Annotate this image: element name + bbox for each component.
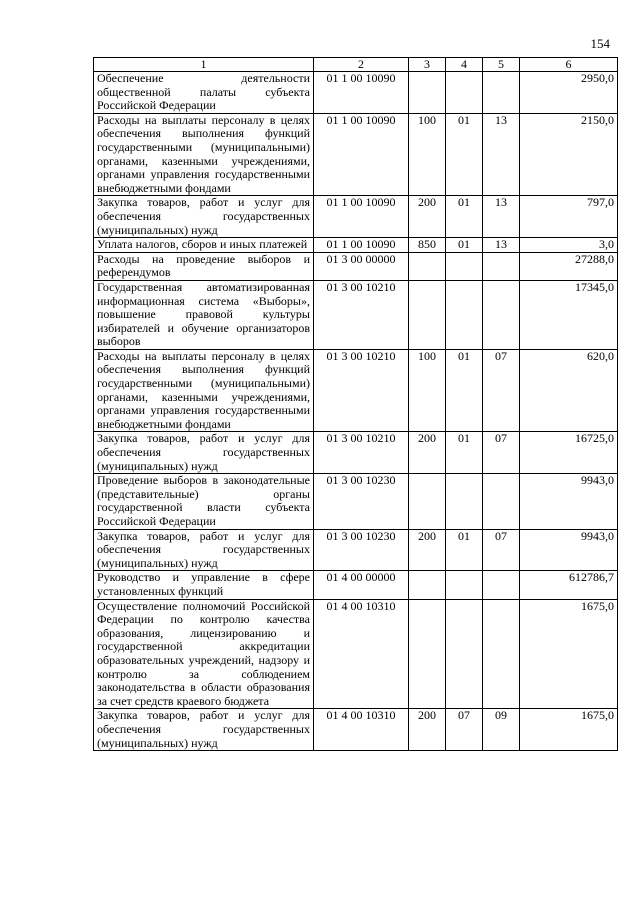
row-amount-cell: 797,0	[520, 196, 618, 238]
row-pr-cell: 13	[483, 196, 520, 238]
row-code-cell: 01 1 00 10090	[314, 238, 409, 253]
row-code-cell: 01 1 00 10090	[314, 72, 409, 114]
row-rz-cell: 01	[446, 196, 483, 238]
row-rz-cell	[446, 280, 483, 349]
table-row	[94, 280, 618, 349]
table-row	[94, 432, 618, 474]
row-amount-cell: 620,0	[520, 349, 618, 432]
row-vr-cell: 850	[409, 238, 446, 253]
row-name-cell: Закупка товаров, работ и услуг для обеспечения государственных (муниципальных) нужд	[94, 432, 314, 474]
table-row	[94, 349, 618, 432]
row-name-cell: Закупка товаров, работ и услуг для обеспечения государственных (муниципальных) нужд	[94, 709, 314, 751]
row-amount-cell: 2150,0	[520, 113, 618, 196]
row-rz-cell: 01	[446, 529, 483, 571]
row-name-cell: Обеспечение деятельности общественной палаты субъекта Российской Федерации	[94, 72, 314, 114]
row-amount-cell: 17345,0	[520, 280, 618, 349]
row-rz-cell: 07	[446, 709, 483, 751]
row-name-cell: Закупка товаров, работ и услуг для обеспечения государственных (муниципальных) нужд	[94, 196, 314, 238]
column-header-rz: 4	[446, 58, 483, 72]
row-vr-cell	[409, 72, 446, 114]
row-pr-cell	[483, 280, 520, 349]
table-row	[94, 72, 618, 114]
row-rz-cell: 01	[446, 113, 483, 196]
row-rz-cell	[446, 571, 483, 599]
row-name-cell: Проведение выборов в законодательные (представительные) органы государственной власти субъекта Российской Федерации	[94, 474, 314, 529]
row-amount-cell: 1675,0	[520, 709, 618, 751]
row-vr-cell	[409, 280, 446, 349]
row-vr-cell: 100	[409, 349, 446, 432]
row-vr-cell: 200	[409, 709, 446, 751]
row-pr-cell	[483, 72, 520, 114]
row-rz-cell	[446, 252, 483, 280]
row-amount-cell: 3,0	[520, 238, 618, 253]
row-amount-cell: 1675,0	[520, 599, 618, 709]
row-vr-cell: 200	[409, 196, 446, 238]
row-name-cell: Расходы на выплаты персоналу в целях обеспечения выполнения функций государственными (муниципальными) органами, казенными учреждениями, органами управления государственными внебюджетными фондами	[94, 349, 314, 432]
column-header-amount: 6	[520, 58, 618, 72]
table-header-row	[94, 58, 618, 72]
column-header-name: 1	[94, 58, 314, 72]
row-vr-cell: 200	[409, 529, 446, 571]
row-amount-cell: 16725,0	[520, 432, 618, 474]
row-rz-cell	[446, 474, 483, 529]
row-name-cell: Закупка товаров, работ и услуг для обеспечения государственных (муниципальных) нужд	[94, 529, 314, 571]
row-vr-cell	[409, 474, 446, 529]
row-code-cell: 01 4 00 00000	[314, 571, 409, 599]
row-amount-cell: 9943,0	[520, 529, 618, 571]
row-vr-cell	[409, 252, 446, 280]
table-row	[94, 571, 618, 599]
row-code-cell: 01 3 00 10230	[314, 474, 409, 529]
row-amount-cell: 27288,0	[520, 252, 618, 280]
row-code-cell: 01 3 00 10210	[314, 432, 409, 474]
row-pr-cell: 13	[483, 238, 520, 253]
row-code-cell: 01 3 00 00000	[314, 252, 409, 280]
row-vr-cell: 100	[409, 113, 446, 196]
row-rz-cell: 01	[446, 349, 483, 432]
row-vr-cell	[409, 571, 446, 599]
row-name-cell: Осуществление полномочий Российской Федерации по контролю качества образования, лицензированию и государственной аккредитации образовательных учреждений, надзору и контролю за соблюдением законодательства в области образования за счет средств краевого бюджета	[94, 599, 314, 709]
table-row	[94, 529, 618, 571]
row-name-cell: Расходы на выплаты персоналу в целях обеспечения выполнения функций государственными (муниципальными) органами, казенными учреждениями, органами управления государственными внебюджетными фондами	[94, 113, 314, 196]
table-row	[94, 196, 618, 238]
row-amount-cell: 612786,7	[520, 571, 618, 599]
row-name-cell: Руководство и управление в сфере установленных функций	[94, 571, 314, 599]
row-pr-cell	[483, 599, 520, 709]
row-rz-cell: 01	[446, 238, 483, 253]
row-pr-cell	[483, 252, 520, 280]
table-row	[94, 238, 618, 253]
row-pr-cell: 13	[483, 113, 520, 196]
row-code-cell: 01 4 00 10310	[314, 709, 409, 751]
table-row	[94, 474, 618, 529]
page-number: 154	[590, 36, 610, 51]
table-row	[94, 709, 618, 751]
row-pr-cell: 07	[483, 529, 520, 571]
row-rz-cell	[446, 72, 483, 114]
row-pr-cell: 07	[483, 432, 520, 474]
column-header-vr: 3	[409, 58, 446, 72]
row-rz-cell	[446, 599, 483, 709]
table-row	[94, 113, 618, 196]
row-code-cell: 01 1 00 10090	[314, 196, 409, 238]
row-amount-cell: 9943,0	[520, 474, 618, 529]
table-row	[94, 252, 618, 280]
row-code-cell: 01 3 00 10210	[314, 349, 409, 432]
column-header-code: 2	[314, 58, 409, 72]
row-name-cell: Расходы на проведение выборов и референдумов	[94, 252, 314, 280]
row-rz-cell: 01	[446, 432, 483, 474]
table-row	[94, 599, 618, 709]
row-pr-cell: 07	[483, 349, 520, 432]
row-vr-cell	[409, 599, 446, 709]
budget-table	[93, 57, 618, 751]
row-code-cell: 01 4 00 10310	[314, 599, 409, 709]
row-pr-cell	[483, 571, 520, 599]
row-name-cell: Уплата налогов, сборов и иных платежей	[94, 238, 314, 253]
row-pr-cell	[483, 474, 520, 529]
row-code-cell: 01 3 00 10230	[314, 529, 409, 571]
row-code-cell: 01 1 00 10090	[314, 113, 409, 196]
row-code-cell: 01 3 00 10210	[314, 280, 409, 349]
column-header-pr: 5	[483, 58, 520, 72]
row-name-cell: Государственная автоматизированная информационная система «Выборы», повышение правовой культуры избирателей и обучение организаторов выборов	[94, 280, 314, 349]
row-amount-cell: 2950,0	[520, 72, 618, 114]
row-pr-cell: 09	[483, 709, 520, 751]
row-vr-cell: 200	[409, 432, 446, 474]
